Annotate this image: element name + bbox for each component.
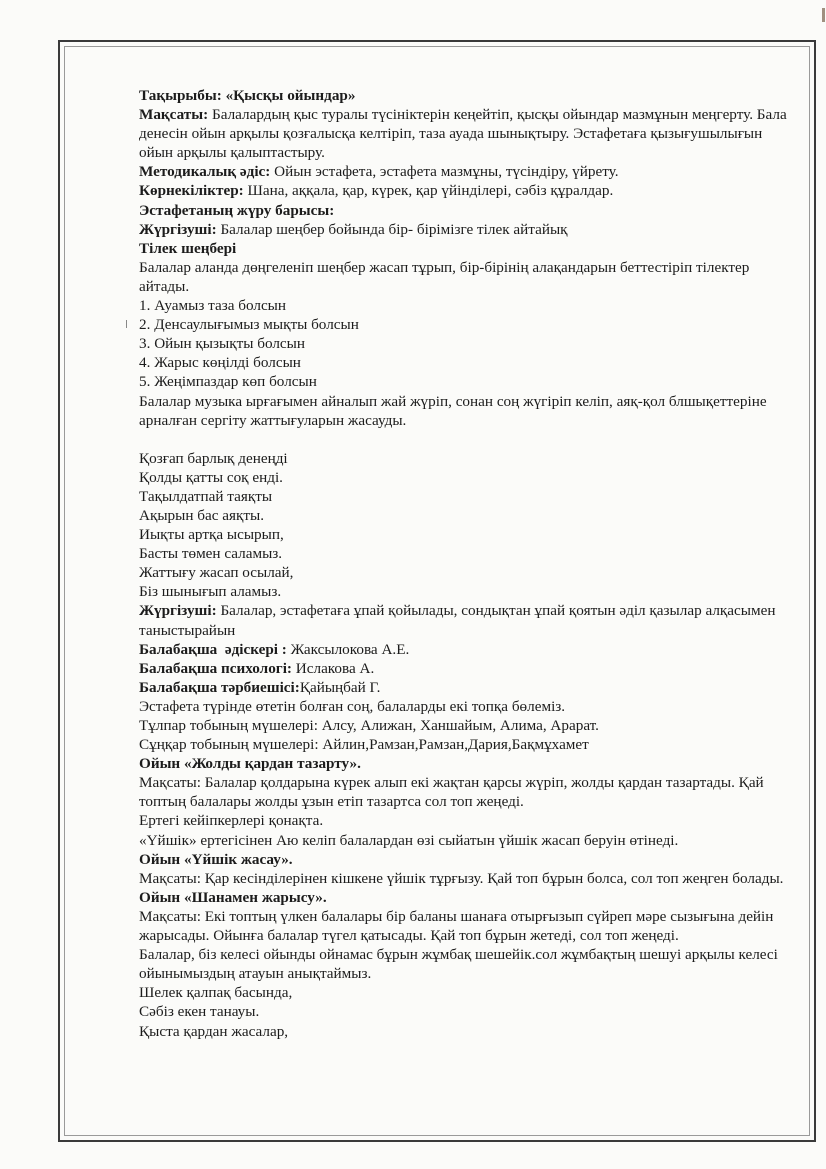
wish-item: 4. Жарыс көңілді болсын: [139, 354, 301, 372]
judge-name: Жаксылокова А.Е.: [286, 640, 410, 658]
goal-text: Балалардың қыс туралы түсініктерін кеңейтіп, қысқы ойындар мазмұнын меңгерту. Бала денесін ойын арқылы қозғалысқа келтіріп, таза ауада шынықтыру. Эстафетаға қызығушылығын ойын арқылы қалыптастыру.: [139, 106, 791, 162]
topic-line: [139, 86, 789, 105]
wish-item: 1. Ауамыз таза болсын: [139, 297, 287, 315]
blank-line: [139, 430, 789, 449]
poem-line: Басты төмен саламыз.: [139, 545, 283, 563]
team-line: Сұңқар тобының мүшелері: Айлин,Рамзан,Рамзан,Дария,Бақмұхамет: [139, 736, 589, 754]
scan-mark: [822, 8, 825, 22]
riddle-line: Сәбіз екен танауы.: [139, 1003, 260, 1021]
visual-aids-text: Шана, аққала, қар, күрек, қар үйінділері, сәбіз құралдар.: [243, 182, 614, 200]
visual-aids-line: [139, 181, 789, 200]
poem-line: Ақырын бас аяқты.: [139, 506, 265, 524]
method-label: Методикалық әдіс:: [139, 163, 271, 181]
guest-line: Ертегі кейіпкерлері қонақта.: [139, 812, 324, 830]
judge-role: Балабақша тәрбиешісі:: [139, 678, 300, 696]
wish-item: 5. Жеңімпаздар көп болсын: [139, 373, 317, 391]
leader-line-1: [139, 220, 789, 239]
music-paragraph: Балалар музыка ырғағымен айналып жай жүріп, сонан соң жүгіріп келіп, аяқ-қол блшықеттеріне арналған сергіту жаттығуларын жасауды.: [139, 392, 771, 429]
method-line: [139, 162, 789, 181]
judge-line: [139, 659, 789, 678]
goal-label: Мақсаты:: [139, 106, 209, 124]
wish-intro: Балалар аланда дөңгеленіп шеңбер жасап тұрып, бір-бірінің алақандарын беттестіріп тілектер айтады.: [139, 258, 754, 295]
team-line: Тұлпар тобының мүшелері: Алсу, Алижан, Ханшайым, Алима, Арарат.: [139, 717, 599, 734]
topic-value: «Қысқы ойындар»: [225, 87, 356, 104]
leader-text: Балалар, эстафетаға ұпай қойылады, сондықтан ұпай қоятын әділ қазылар алқасымен таныстырайын: [139, 602, 780, 639]
poem-line: Біз шынығып аламыз.: [139, 583, 282, 601]
wish-item: 2. Денсаулығымыз мықты болсын: [139, 316, 359, 334]
visual-aids-label: Көрнекіліктер:: [139, 182, 244, 200]
leader-line-2: [139, 601, 789, 639]
game-title: Ойын «Шанамен жарысу».: [139, 888, 327, 906]
poem-line: Тақылдатпай таяқты: [139, 487, 273, 505]
story-line: «Үйшік» ертегісінен Аю келіп балалардан өзі сыйатын үйшік жасап беруін өтінеді.: [139, 831, 679, 849]
leader-label: Жүргізуші:: [139, 602, 217, 620]
judge-name: Ислакова А.: [291, 659, 375, 677]
game-title: Ойын «Жолды қардан тазарту».: [139, 755, 361, 773]
game-goal: Мақсаты: Қар кесінділерінен кішкене үйшік тұрғызу. Қай топ бұрын болса, сол топ жеңген болады.: [139, 869, 784, 887]
leader-label: Жүргізуші:: [139, 220, 217, 238]
method-text: Ойын эстафета, эстафета мазмұны, түсіндіру, үйрету.: [270, 163, 619, 181]
scan-mark: [126, 320, 127, 328]
poem-line: Жаттығу жасап осылай,: [139, 564, 294, 582]
goal-paragraph: [139, 105, 789, 162]
game-goal: Мақсаты: Балалар қолдарына күрек алып екі жақтан қарсы жүріп, жолды қардан тазартады. Қай топтың балалары жолды ұзын етіп тазартса сол топ жеңеді.: [139, 774, 768, 811]
judge-line: [139, 678, 789, 697]
poem-line: Иықты артқа ысырып,: [139, 526, 284, 544]
topic-label: Тақырыбы:: [139, 87, 222, 104]
poem-line: Қолды қатты соқ енді.: [139, 468, 283, 486]
wish-item: 3. Ойын қызықты болсын: [139, 335, 305, 353]
game-title: Ойын «Үйшік жасау».: [139, 850, 293, 868]
judge-role: Балабақша әдіскері :: [139, 640, 287, 658]
leader-text: Балалар шеңбер бойында бір- бірімізге тілек айтайық: [216, 220, 568, 238]
document-body: [139, 86, 789, 1041]
game-goal: Мақсаты: Екі топтың үлкен балалары бір баланы шанаға отырғызып сүйреп мәре сызығына дейін жарысады. Ойынға балалар түгел қатысады. Қай топ бұрын жетеді, сол топ жеңеді.: [139, 907, 778, 945]
progress-heading: Эстафетаның жүру барысы:: [139, 201, 335, 219]
wish-circle-heading: Тілек шеңбері: [139, 239, 237, 257]
judge-role: Балабақша психологі:: [139, 659, 292, 677]
riddle-intro: Балалар, біз келесі ойынды ойнамас бұрын жұмбақ шешейік.сол жұмбақтың шешуі арқылы келесі ойынымыздың атауын анықтаймыз.: [139, 946, 782, 983]
riddle-line: Қыста қардан жасалар,: [139, 1022, 289, 1040]
judge-name: Қайыңбай Г.: [299, 678, 381, 696]
teams-intro: Эстафета түрінде өтетін болған соң, балаларды екі топқа бөлеміз.: [139, 697, 566, 715]
judge-line: [139, 640, 789, 659]
poem-line: Қозғап барлық денеңді: [139, 449, 288, 467]
riddle-line: Шелек қалпақ басында,: [139, 984, 293, 1002]
